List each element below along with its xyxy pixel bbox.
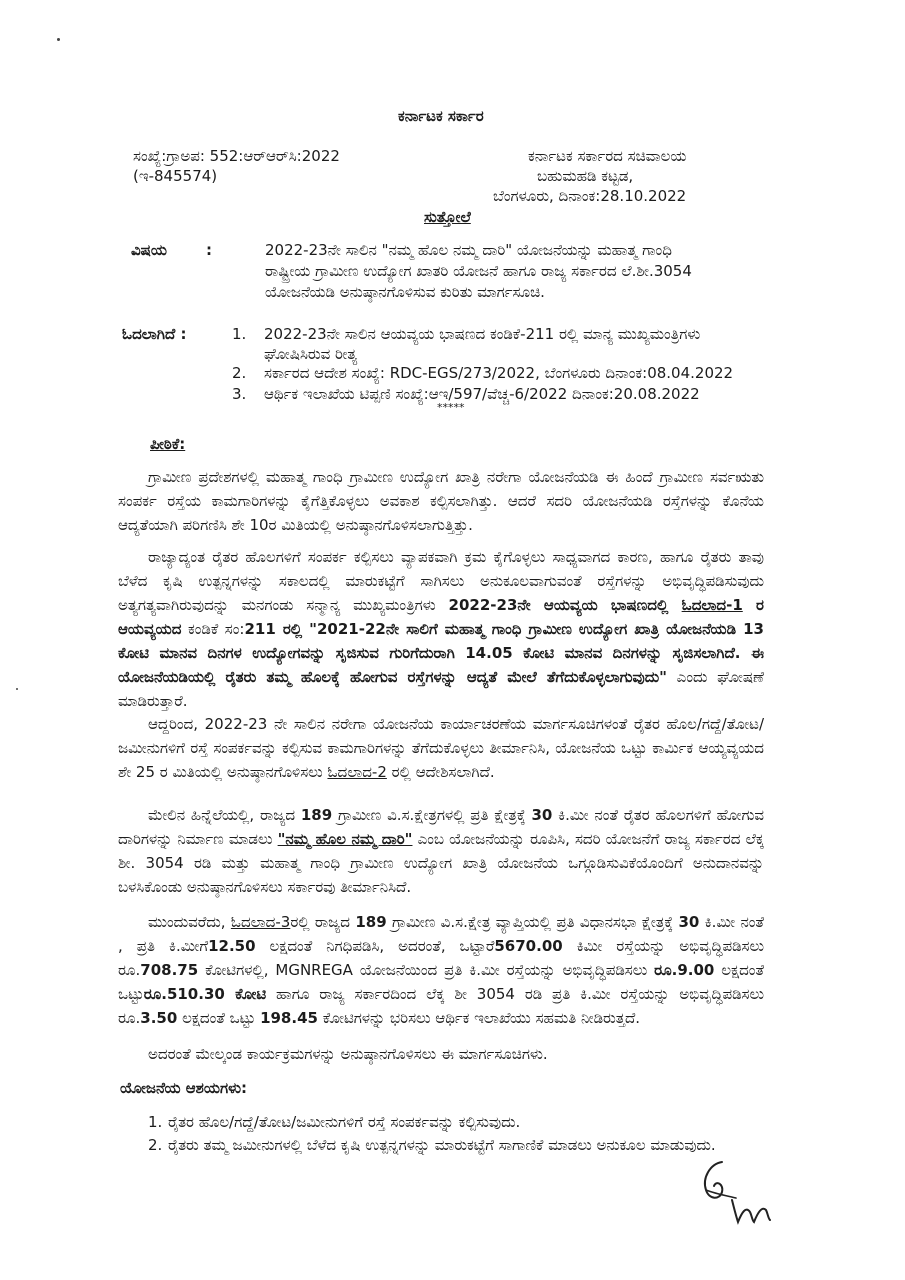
reference-item: ಆರ್ಥಿಕ ಇಲಾಖೆಯ ಟಿಪ್ಪಣಿ ಸಂಖ್ಯೆ:ಆಇ/597/ವೆಚ್ಚ-6/2022 ದಿನಾಂಕ:20.08.2022 (264, 385, 700, 403)
reference-item: ಸರ್ಕಾರದ ಆದೇಶ ಸಂಖ್ಯೆ: RDC-EGS/273/2022, ಬೆಂಗಳೂರು ದಿನಾಂಕ:08.04.2022 (264, 364, 734, 382)
subject-line: ಯೋಜನೆಯಡಿ ಅನುಷ್ಠಾನಗೊಳಿಸುವ ಕುರಿತು ಮಾರ್ಗಸೂಚಿ. (265, 283, 545, 301)
paragraph-3: ಆದ್ದರಿಂದ, 2022-23 ನೇ ಸಾಲಿನ ನರೇಗಾ ಯೋಜನೆಯ ಕಾರ್ಯಾಚರಣೆಯ ಮಾರ್ಗಸೂಚಿಗಳಂತೆ ರೈತರ ಹೊಲ/ಗದ್ದೆ/ತೋಟ/ಜಮೀನುಗಳಿಗೆ ರಸ್ತೆ ಸಂಪರ್ಕವನ್ನು ಕಲ್ಪಿಸುವ ಕಾಮಗಾರಿಗಳನ್ನು ತೆಗೆದುಕೊಳ್ಳಲು ತೀರ್ಮಾನಿಸಿ, ಯೋಜನೆಯ ಒಟ್ಟು ಕಾರ್ಮಿಕ ಆಯ್ಯವ್ಯಯದ ಶೇ 25 ರ ಮಿತಿಯಲ್ಲಿ ಅನುಷ್ಠಾನಗೊಳಿಸಲು ಓದಲಾದ-2 ರಲ್ಲಿ ಆದೇಶಿಸಲಾಗಿದೆ. (118, 715, 764, 781)
objective-item: ರೈತರು ತಮ್ಮ ಜಮೀನುಗಳಲ್ಲಿ ಬೆಳೆದ ಕೃಷಿ ಉತ್ಪನ್ನಗಳನ್ನು ಮಾರುಕಟ್ಟೆಗೆ ಸಾಗಾಣಿಕೆ ಮಾಡಲು ಅನುಕೂಲ ಮಾಡುವುದು. (168, 1136, 716, 1154)
paragraph-1: ಗ್ರಾಮೀಣ ಪ್ರದೇಶಗಳಲ್ಲಿ ಮಹಾತ್ಮ ಗಾಂಧಿ ಗ್ರಾಮೀಣ ಉದ್ಯೋಗ ಖಾತ್ರಿ ನರೇಗಾ ಯೋಜನೆಯಡಿ ಈ ಹಿಂದೆ ಗ್ರಾಮೀಣ ಸರ್ವಋತು ಸಂಪರ್ಕ ರಸ್ತೆಯ ಕಾಮಗಾರಿಗಳನ್ನು ಕೈಗೆತ್ತಿಕೊಳ್ಳಲು ಅವಕಾಶ ಕಲ್ಪಿಸಲಾಗಿತ್ತು. ಆದರೆ ಸದರಿ ಯೋಜನೆಯಡಿ ರಸ್ತೆಗಳನ್ನು ಕೊನೆಯ ಆದ್ಯತೆಯಾಗಿ ಪರಿಗಣಿಸಿ ಶೇ 10ರ ಮಿತಿಯಲ್ಲಿ ಅನುಷ್ಠಾನಗೊಳಿಸಲಾಗುತ್ತಿತ್ತು. (118, 468, 764, 534)
subject-line: ರಾಷ್ಟ್ರೀಯ ಗ್ರಾಮೀಣ ಉದ್ಯೋಗ ಖಾತರಿ ಯೋಜನೆ ಹಾಗೂ ರಾಜ್ಯ ಸರ್ಕಾರದ ಲೆ.ಶೀ.3054 (265, 262, 692, 280)
document-type: ಸುತ್ತೋಲೆ (424, 208, 471, 226)
paragraph-2: ರಾಜ್ಯಾದ್ಯಂತ ರೈತರ ಹೊಲಗಳಿಗೆ ಸಂಪರ್ಕ ಕಲ್ಪಿಸಲು ವ್ಯಾಪಕವಾಗಿ ಕ್ರಮ ಕೈಗೊಳ್ಳಲು ಸಾಧ್ಯವಾಗದ ಕಾರಣ, ಹಾಗೂ ರೈತರು ತಾವು ಬೆಳೆದ ಕೃಷಿ ಉತ್ಪನ್ನಗಳನ್ನು ಸಕಾಲದಲ್ಲಿ ಮಾರುಕಟ್ಟೆಗೆ ಸಾಗಿಸಲು ಅನುಕೂಲವಾಗುವಂತೆ ರಸ್ತೆಗಳನ್ನು ಅಭಿವೃದ್ಧಿಪಡಿಸುವುದು ಅತ್ಯಗತ್ಯವಾಗಿರುವುದನ್ನು ಮನಗಂಡು ಸನ್ಮಾನ್ಯ ಮುಖ್ಯಮಂತ್ರಿಗಳು 2022-23ನೇ ಆಯವ್ಯಯ ಭಾಷಣದಲ್ಲಿ ಓದಲಾದ-1 ರ ಆಯವ್ಯಯದ ಕಂಡಿಕೆ ಸಂ:211 ರಲ್ಲಿ "2021-22ನೇ ಸಾಲಿಗೆ ಮಹಾತ್ಮ ಗಾಂಧಿ ಗ್ರಾಮೀಣ ಉದ್ಯೋಗ ಖಾತ್ರಿ ಯೋಜನೆಯಡಿ 13 ಕೋಟಿ ಮಾನವ ದಿನಗಳ ಉದ್ಯೋಗವನ್ನು ಸೃಜಿಸುವ ಗುರಿಗೆದುರಾಗಿ 14.05 ಕೋಟಿ ಮಾನವ ದಿನಗಳನ್ನು ಸೃಜಿಸಲಾಗಿದೆ. ಈ ಯೋಜನೆಯಡಿಯಲ್ಲಿ ರೈತರು ತಮ್ಮ ಹೊಲಕ್ಕೆ ಹೋಗುವ ರಸ್ತೆಗಳನ್ನು ಆದ್ಯತೆ ಮೇಲೆ ತೆಗೆದುಕೊಳ್ಳಲಾಗುವುದು" ಎಂದು ಘೋಷಣೆ ಮಾಡಿರುತ್ತಾರೆ. (118, 548, 764, 710)
reference-item: 2022-23ನೇ ಸಾಲಿನ ಆಯವ್ಯಯ ಭಾಷಣದ ಕಂಡಿಕೆ-211 ರಲ್ಲಿ ಮಾನ್ಯ ಮುಖ್ಯಮಂತ್ರಿಗಳು (264, 325, 701, 343)
office-name: ಕರ್ನಾಟಕ ಸರ್ಕಾರದ ಸಚಿವಾಲಯ (528, 147, 687, 165)
office-building: ಬಹುಮಹಡಿ ಕಟ್ಟಡ, (537, 167, 634, 185)
objective-number: 2. (148, 1136, 163, 1154)
references-label: ಓದಲಾಗಿದೆ : (122, 325, 187, 343)
paragraph-5: ಮುಂದುವರೆದು, ಓದಲಾದ-3ರಲ್ಲಿ ರಾಜ್ಯದ 189 ಗ್ರಾಮೀಣ ವಿ.ಸ.ಕ್ಷೇತ್ರ ವ್ಯಾಪ್ತಿಯಲ್ಲಿ ಪ್ರತಿ ವಿಧಾನಸಭಾ ಕ್ಷೇತ್ರಕ್ಕೆ 30 ಕಿ.ಮೀ ನಂತೆ , ಪ್ರತಿ ಕಿ.ಮೀಗೆ12.50 ಲಕ್ಷದಂತೆ ನಿಗಧಿಪಡಿಸಿ, ಅದರಂತೆ, ಒಟ್ಟಾರೆ5670.00 ಕಿಮೀ ರಸ್ತೆಯನ್ನು ಅಭಿವೃದ್ಧಿಪಡಿಸಲು ರೂ.708.75 ಕೋಟಿಗಳಲ್ಲಿ, MGNREGA ಯೋಜನೆಯಿಂದ ಪ್ರತಿ ಕಿ.ಮೀ ರಸ್ತೆಯನ್ನು ಅಭಿವೃದ್ಧಿಪಡಿಸಲು ರೂ.9.00 ಲಕ್ಷದಂತೆ ಒಟ್ಟುರೂ.510.30 ಕೋಟಿ ಹಾಗೂ ರಾಜ್ಯ ಸರ್ಕಾರದಿಂದ ಲೆಕ್ಕ ಶೀ 3054 ರಡಿ ಪ್ರತಿ ಕಿ.ಮೀ ರಸ್ತೆಯನ್ನು ಅಭಿವೃದ್ಧಿಪಡಿಸಲು ರೂ.3.50 ಲಕ್ಷದಂತೆ ಒಟ್ಟು 198.45 ಕೋಟಿಗಳನ್ನು ಭರಿಸಲು ಆರ್ಥಿಕ ಇಲಾಖೆಯು ಸಹಮತಿ ನೀಡಿರುತ್ತದೆ. (118, 913, 764, 1027)
reference-number: ಸಂಖ್ಯೆ:ಗ್ರಾಅಪ: 552:ಆರ್‌ಆರ್‌ಸಿ:2022 (133, 147, 340, 165)
paragraph-6: ಅದರಂತೆ ಮೇಲ್ಕಂಡ ಕಾರ್ಯಕ್ರಮಗಳನ್ನು ಅನುಷ್ಠಾನಗೊಳಿಸಲು ಈ ಮಾರ್ಗಸೂಚಿಗಳು. (148, 1045, 548, 1063)
preamble-heading: ಪೀಠಿಕೆ: (150, 435, 186, 453)
scan-speck (16, 688, 18, 690)
reference-item-cont: ಘೋಷಿಸಿರುವ ರೀತ್ಯ (264, 345, 358, 363)
separator-stars: ***** (437, 401, 465, 414)
office-place-date: ಬೆಂಗಳೂರು, ದಿನಾಂಕ:28.10.2022 (493, 187, 687, 205)
scan-speck (57, 38, 60, 41)
e-file-number: (ಇ-845574) (133, 167, 218, 185)
objective-item: ರೈತರ ಹೊಲ/ಗದ್ದೆ/ತೋಟ/ಜಮೀನುಗಳಿಗೆ ರಸ್ತೆ ಸಂಪರ್ಕವನ್ನು ಕಲ್ಪಿಸುವುದು. (168, 1113, 521, 1131)
objective-number: 1. (148, 1113, 163, 1131)
paragraph-4: ಮೇಲಿನ ಹಿನ್ನೆಲೆಯಲ್ಲಿ, ರಾಜ್ಯದ 189 ಗ್ರಾಮೀಣ ವಿ.ಸ.ಕ್ಷೇತ್ರಗಳಲ್ಲಿ ಪ್ರತಿ ಕ್ಷೇತ್ರಕ್ಕೆ 30 ಕಿ.ಮೀ ನಂತೆ ರೈತರ ಹೊಲಗಳಿಗೆ ಹೋಗುವ ದಾರಿಗಳನ್ನು ನಿರ್ಮಾಣ ಮಾಡಲು "ನಮ್ಮ ಹೊಲ ನಮ್ಮ ದಾರಿ" ಎಂಬ ಯೋಜನೆಯನ್ನು ರೂಪಿಸಿ, ಸದರಿ ಯೋಜನೆಗೆ ರಾಜ್ಯ ಸರ್ಕಾರದ ಲೆಕ್ಕ ಶೀ. 3054 ರಡಿ ಮತ್ತು ಮಹಾತ್ಮ ಗಾಂಧಿ ಗ್ರಾಮೀಣ ಉದ್ಯೋಗ ಖಾತ್ರಿ ಯೋಜನೆಯ ಒಗ್ಗೂಡಿಸುವಿಕೆಯೊಂದಿಗೆ ಅನುದಾನವನ್ನು ಬಳಸಿಕೊಂಡು ಅನುಷ್ಠಾನಗೊಳಿಸಲು ಸರ್ಕಾರವು ತೀರ್ಮಾನಿಸಿದೆ. (118, 806, 765, 896)
subject-colon: : (206, 241, 212, 259)
signature-icon (692, 1150, 782, 1230)
reference-number-item: 2. (232, 364, 247, 382)
objectives-heading: ಯೋಜನೆಯ ಆಶಯಗಳು: (120, 1079, 247, 1097)
reference-number-item: 3. (232, 385, 247, 403)
government-title: ಕರ್ನಾಟಕ ಸರ್ಕಾರ (398, 107, 484, 125)
subject-label: ವಿಷಯ (131, 241, 167, 259)
subject-line: 2022-23ನೇ ಸಾಲಿನ "ನಮ್ಮ ಹೊಲ ನಮ್ಮ ದಾರಿ" ಯೋಜನೆಯನ್ನು ಮಹಾತ್ಮ ಗಾಂಧಿ (265, 241, 672, 259)
reference-number-item: 1. (232, 325, 247, 343)
